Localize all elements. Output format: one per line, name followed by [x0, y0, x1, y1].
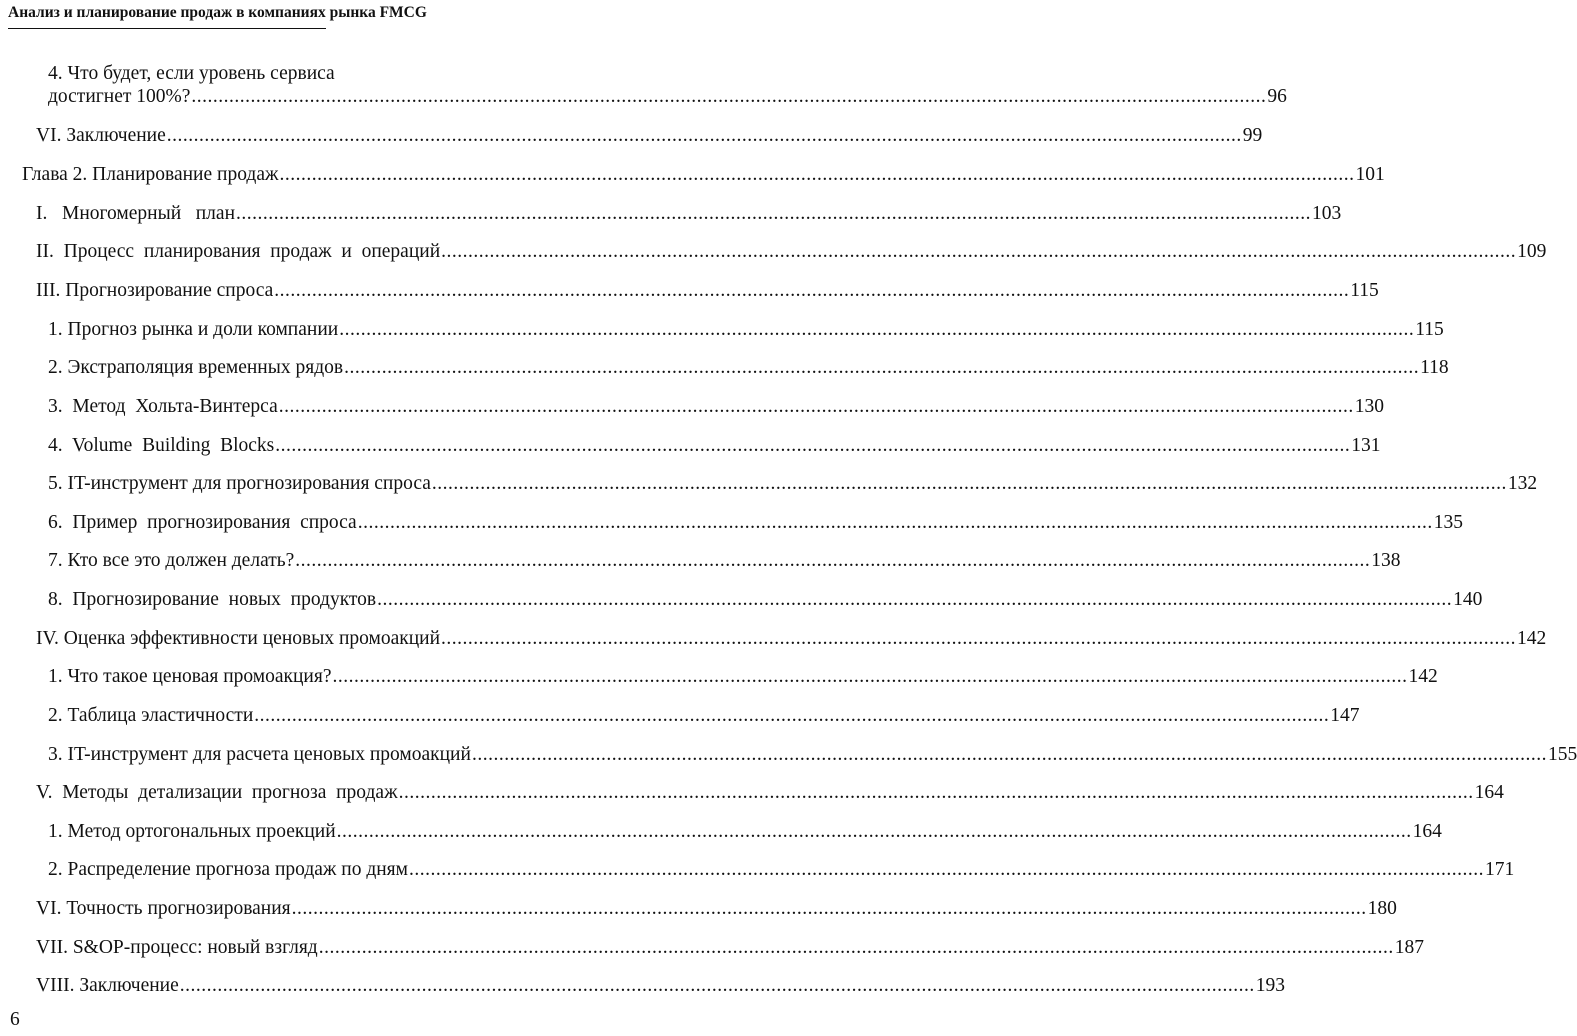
toc-entry — [48, 356, 1449, 379]
toc-entry-page: 96 — [1267, 86, 1287, 107]
toc-entry-title: 2. Распределение прогноза продаж по дням — [48, 859, 408, 880]
toc-entry-title: 1. Метод ортогональных проекций — [48, 821, 336, 842]
toc-entry-page: 193 — [1255, 975, 1286, 996]
toc-entry-page: 135 — [1433, 512, 1463, 533]
toc-entry-title: III. Прогнозирование спроса — [36, 280, 274, 301]
toc-entry-title: 8. Прогнозирование новых продуктов — [48, 589, 377, 610]
toc-entry-page: 103 — [1312, 203, 1342, 224]
toc-entry-first-line: 4. Что будет, если уровень сервиса — [48, 63, 335, 84]
toc-dot-leader: ........................................................................................................................................................................................................ — [332, 666, 1408, 687]
toc-entry-page: 164 — [1412, 821, 1442, 842]
toc-dot-leader: ........................................................................................................................................................................................................ — [275, 435, 1351, 456]
toc-dot-leader: ........................................................................................................................................................................................................ — [408, 859, 1484, 880]
toc-entry — [48, 588, 1483, 611]
toc-entry — [36, 936, 1424, 959]
toc-entry — [48, 434, 1381, 457]
toc-dot-leader: ........................................................................................................................................................................................................ — [254, 705, 1330, 726]
toc-entry — [48, 665, 1438, 688]
toc-entry-page: 132 — [1507, 473, 1538, 494]
toc-entry-page: 115 — [1350, 280, 1379, 301]
toc-entry — [48, 511, 1463, 534]
toc-entry-title: 2. Экстраполяция временных рядов — [48, 357, 344, 378]
toc-dot-leader: ........................................................................................................................................................................................................ — [357, 512, 1433, 533]
toc-entry-page: 142 — [1408, 666, 1438, 687]
toc-entry-title: VIII. Заключение — [36, 975, 179, 996]
toc-entry — [48, 85, 1287, 108]
toc-entry — [48, 858, 1515, 881]
toc-entry-title: 1. Что такое ценовая промоакция? — [48, 666, 332, 687]
toc-entry-page: 109 — [1517, 241, 1547, 262]
page-number: 6 — [10, 1009, 20, 1030]
toc-entry — [48, 820, 1442, 843]
toc-entry — [36, 240, 1547, 263]
toc-entry — [36, 202, 1342, 225]
toc-entry-page: 138 — [1371, 550, 1401, 571]
toc-entry-page: 131 — [1351, 435, 1381, 456]
toc-entry — [48, 704, 1360, 727]
toc-entry-page: 171 — [1484, 859, 1515, 880]
toc-dot-leader: ........................................................................................................................................................................................................ — [274, 280, 1350, 301]
toc-entry-title: 1. Прогноз рынка и доли компании — [48, 319, 339, 340]
toc-entry-page: 142 — [1517, 628, 1547, 649]
toc-dot-leader: ........................................................................................................................................................................................................ — [279, 164, 1355, 185]
toc-dot-leader: ........................................................................................................................................................................................................ — [431, 473, 1507, 494]
toc-entry-title: Глава 2. Планирование продаж — [22, 164, 279, 185]
toc-dot-leader: ........................................................................................................................................................................................................ — [398, 782, 1474, 803]
toc-entry — [48, 472, 1538, 495]
toc-entry-title: достигнет 100%? — [48, 86, 191, 107]
toc-entry — [22, 163, 1385, 186]
toc-entry-title: VII. S&OP-процесс: новый взгляд — [36, 937, 318, 958]
toc-entry — [36, 781, 1504, 804]
toc-entry-page: 180 — [1367, 898, 1397, 919]
toc-dot-leader: ........................................................................................................................................................................................................ — [179, 975, 1255, 996]
toc-dot-leader: ........................................................................................................................................................................................................ — [191, 86, 1267, 107]
running-header: Анализ и планирование продаж в компаниях рынка FMCG — [8, 4, 326, 29]
toc-dot-leader: ........................................................................................................................................................................................................ — [236, 203, 1312, 224]
toc-entry-page: 130 — [1354, 396, 1384, 417]
toc-dot-leader: ........................................................................................................................................................................................................ — [441, 628, 1517, 649]
toc-dot-leader: ........................................................................................................................................................................................................ — [336, 821, 1412, 842]
toc-entry — [48, 743, 1577, 766]
toc-entry-title: VI. Заключение — [36, 125, 166, 146]
toc-entry-title: VI. Точность прогнозирования — [36, 898, 291, 919]
toc-entry-title: IV. Оценка эффективности ценовых промоакций — [36, 628, 441, 649]
toc-entry-page: 147 — [1330, 705, 1360, 726]
toc-dot-leader: ........................................................................................................................................................................................................ — [377, 589, 1453, 610]
toc-dot-leader: ........................................................................................................................................................................................................ — [441, 241, 1517, 262]
toc-entry — [36, 279, 1379, 302]
toc-dot-leader: ........................................................................................................................................................................................................ — [318, 937, 1394, 958]
toc-entry — [36, 627, 1547, 650]
toc-dot-leader: ........................................................................................................................................................................................................ — [291, 898, 1367, 919]
toc-entry-title: 7. Кто все это должен делать? — [48, 550, 295, 571]
toc-entry-page: 99 — [1242, 125, 1263, 146]
toc-entry — [36, 124, 1263, 147]
toc-entry-title: 3. IT-инструмент для расчета ценовых промоакций — [48, 744, 471, 765]
toc-dot-leader: ........................................................................................................................................................................................................ — [471, 744, 1547, 765]
toc-entry-page: 101 — [1355, 164, 1385, 185]
toc-entry-title: 4. Volume Building Blocks — [48, 435, 275, 456]
toc-dot-leader: ........................................................................................................................................................................................................ — [339, 319, 1415, 340]
toc-entry — [36, 974, 1286, 997]
toc-dot-leader: ........................................................................................................................................................................................................ — [295, 550, 1371, 571]
toc-dot-leader: ........................................................................................................................................................................................................ — [166, 125, 1242, 146]
toc-entry — [36, 897, 1397, 920]
toc-entry-title: 5. IT-инструмент для прогнозирования спроса — [48, 473, 431, 494]
toc-entry-page: 187 — [1394, 937, 1424, 958]
toc-entry-title: I. Многомерный план — [36, 203, 236, 224]
toc-dot-leader: ........................................................................................................................................................................................................ — [278, 396, 1354, 417]
toc-entry-page: 140 — [1453, 589, 1483, 610]
toc-entry-title: 2. Таблица эластичности — [48, 705, 254, 726]
toc-entry-title: II. Процесс планирования продаж и операций — [36, 241, 441, 262]
toc-entry-title: 6. Пример прогнозирования спроса — [48, 512, 357, 533]
toc-entry-page: 164 — [1474, 782, 1504, 803]
toc-entry — [48, 549, 1401, 572]
toc-entry-title: 3. Метод Хольта-Винтерса — [48, 396, 278, 417]
toc-dot-leader: ........................................................................................................................................................................................................ — [344, 357, 1420, 378]
toc-entry-page: 118 — [1420, 357, 1449, 378]
toc-entry-page: 155 — [1547, 744, 1577, 765]
toc-entry-page: 115 — [1415, 319, 1444, 340]
toc-entry — [48, 318, 1444, 341]
toc-entry — [48, 395, 1384, 418]
toc-entry-title: V. Методы детализации прогноза продаж — [36, 782, 398, 803]
